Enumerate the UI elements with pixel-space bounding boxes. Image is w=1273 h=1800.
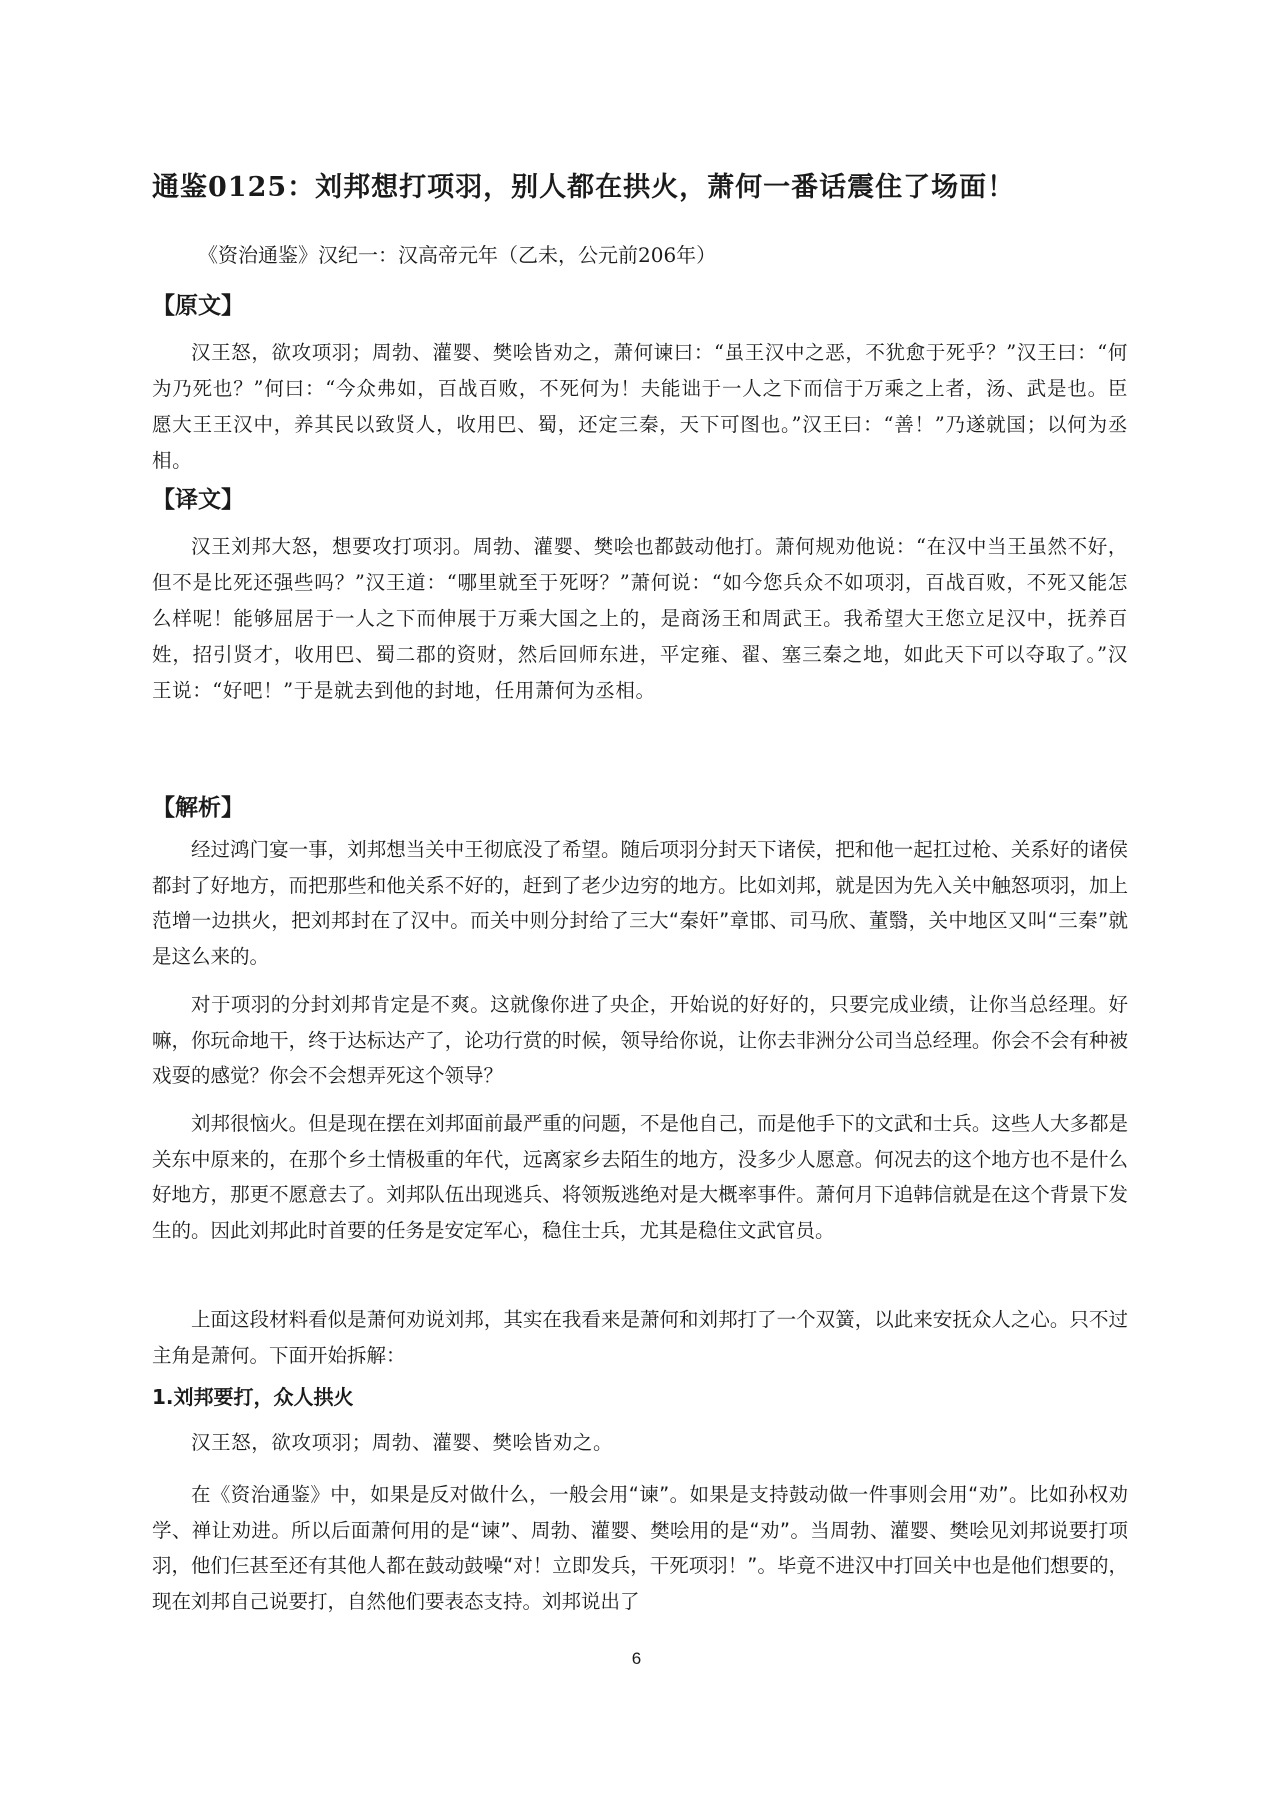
section-heading-translation: 【译文】	[152, 487, 244, 513]
analysis-paragraph: 在《资治通鉴》中，如果是反对做什么，一般会用“谏”。如果是支持鼓动做一件事则会用“劝”。比如孙权劝学、禅让劝进。所以后面萧何用的是“谏”、周勃、灌婴、樊哙用的是“劝”。当周勃、灌婴、樊哙见刘邦说要打项羽，他们仨甚至还有其他人都在鼓动鼓噪“对！立即发兵，干死项羽！”。毕竟不进汉中打回关中也是他们想要的，现在刘邦自己说要打，自然他们要表态支持。刘邦说出了	[152, 1483, 1128, 1613]
source-line: 《资治通鉴》汉纪一：汉高帝元年（乙未，公元前206年）	[198, 243, 717, 267]
section-heading-original: 【原文】	[152, 293, 244, 319]
analysis-paragraph: 刘邦很恼火。但是现在摆在刘邦面前最严重的问题，不是他自己，而是他手下的文武和士兵。这些人大多都是关东中原来的，在那个乡土情极重的年代，远离家乡去陌生的地方，没多少人愿意。何况去的这个地方也不是什么好地方，那更不愿意去了。刘邦队伍出现逃兵、将领叛逃绝对是大概率事件。萧何月下追韩信就是在这个背景下发生的。因此刘邦此时首要的任务是安定军心，稳住士兵，尤其是稳住文武官员。	[152, 1112, 1128, 1242]
analysis-quote: 汉王怒，欲攻项羽；周勃、灌婴、樊哙皆劝之。	[191, 1431, 614, 1454]
translation-text-paragraph: 汉王刘邦大怒，想要攻打项羽。周勃、灌婴、樊哙也都鼓动他打。萧何规劝他说：“在汉中当王虽然不好，但不是比死还强些吗？”汉王道：“哪里就至于死呀？”萧何说：“如今您兵众不如项羽，百战百败，不死又能怎么样呢！能够屈居于一人之下而伸展于万乘大国之上的，是商汤王和周武王。我希望大王您立足汉中，抚养百姓，招引贤才，收用巴、蜀二郡的资财，然后回师东进，平定雍、翟、塞三秦之地，如此天下可以夺取了。”汉王说：“好吧！”于是就去到他的封地，任用萧何为丞相。	[152, 535, 1128, 702]
analysis-paragraph: 经过鸿门宴一事，刘邦想当关中王彻底没了希望。随后项羽分封天下诸侯，把和他一起扛过枪、关系好的诸侯都封了好地方，而把那些和他关系不好的，赶到了老少边穷的地方。比如刘邦，就是因为先入关中触怒项羽，加上范增一边拱火，把刘邦封在了汉中。而关中则分封给了三大“秦奸”章邯、司马欣、董翳，关中地区又叫“三秦”就是这么来的。	[152, 838, 1128, 968]
analysis-paragraph: 对于项羽的分封刘邦肯定是不爽。这就像你进了央企，开始说的好好的，只要完成业绩，让你当总经理。好嘛，你玩命地干，终于达标达产了，论功行赏的时候，领导给你说，让你去非洲分公司当总经理。你会不会有种被戏耍的感觉？你会不会想弄死这个领导？	[152, 993, 1128, 1087]
analysis-paragraph: 上面这段材料看似是萧何劝说刘邦，其实在我看来是萧何和刘邦打了一个双簧，以此来安抚众人之心。只不过主角是萧何。下面开始拆解：	[152, 1308, 1128, 1367]
page-number: 6	[631, 1649, 642, 1668]
original-text-paragraph: 汉王怒，欲攻项羽；周勃、灌婴、樊哙皆劝之，萧何谏曰：“虽王汉中之恶，不犹愈于死乎？”汉王曰：“何为乃死也？”何曰：“今众弗如，百战百败，不死何为！夫能诎于一人之下而信于万乘之上者，汤、武是也。臣愿大王王汉中，养其民以致贤人，收用巴、蜀，还定三秦，天下可图也。”汉王曰：“善！”乃遂就国；以何为丞相。	[152, 341, 1128, 472]
page-title: 通鉴0125：刘邦想打项羽，别人都在拱火，萧何一番话震住了场面！	[152, 172, 1016, 203]
section-heading-analysis: 【解析】	[152, 795, 244, 821]
analysis-subheading: 1.刘邦要打，众人拱火	[152, 1385, 354, 1409]
